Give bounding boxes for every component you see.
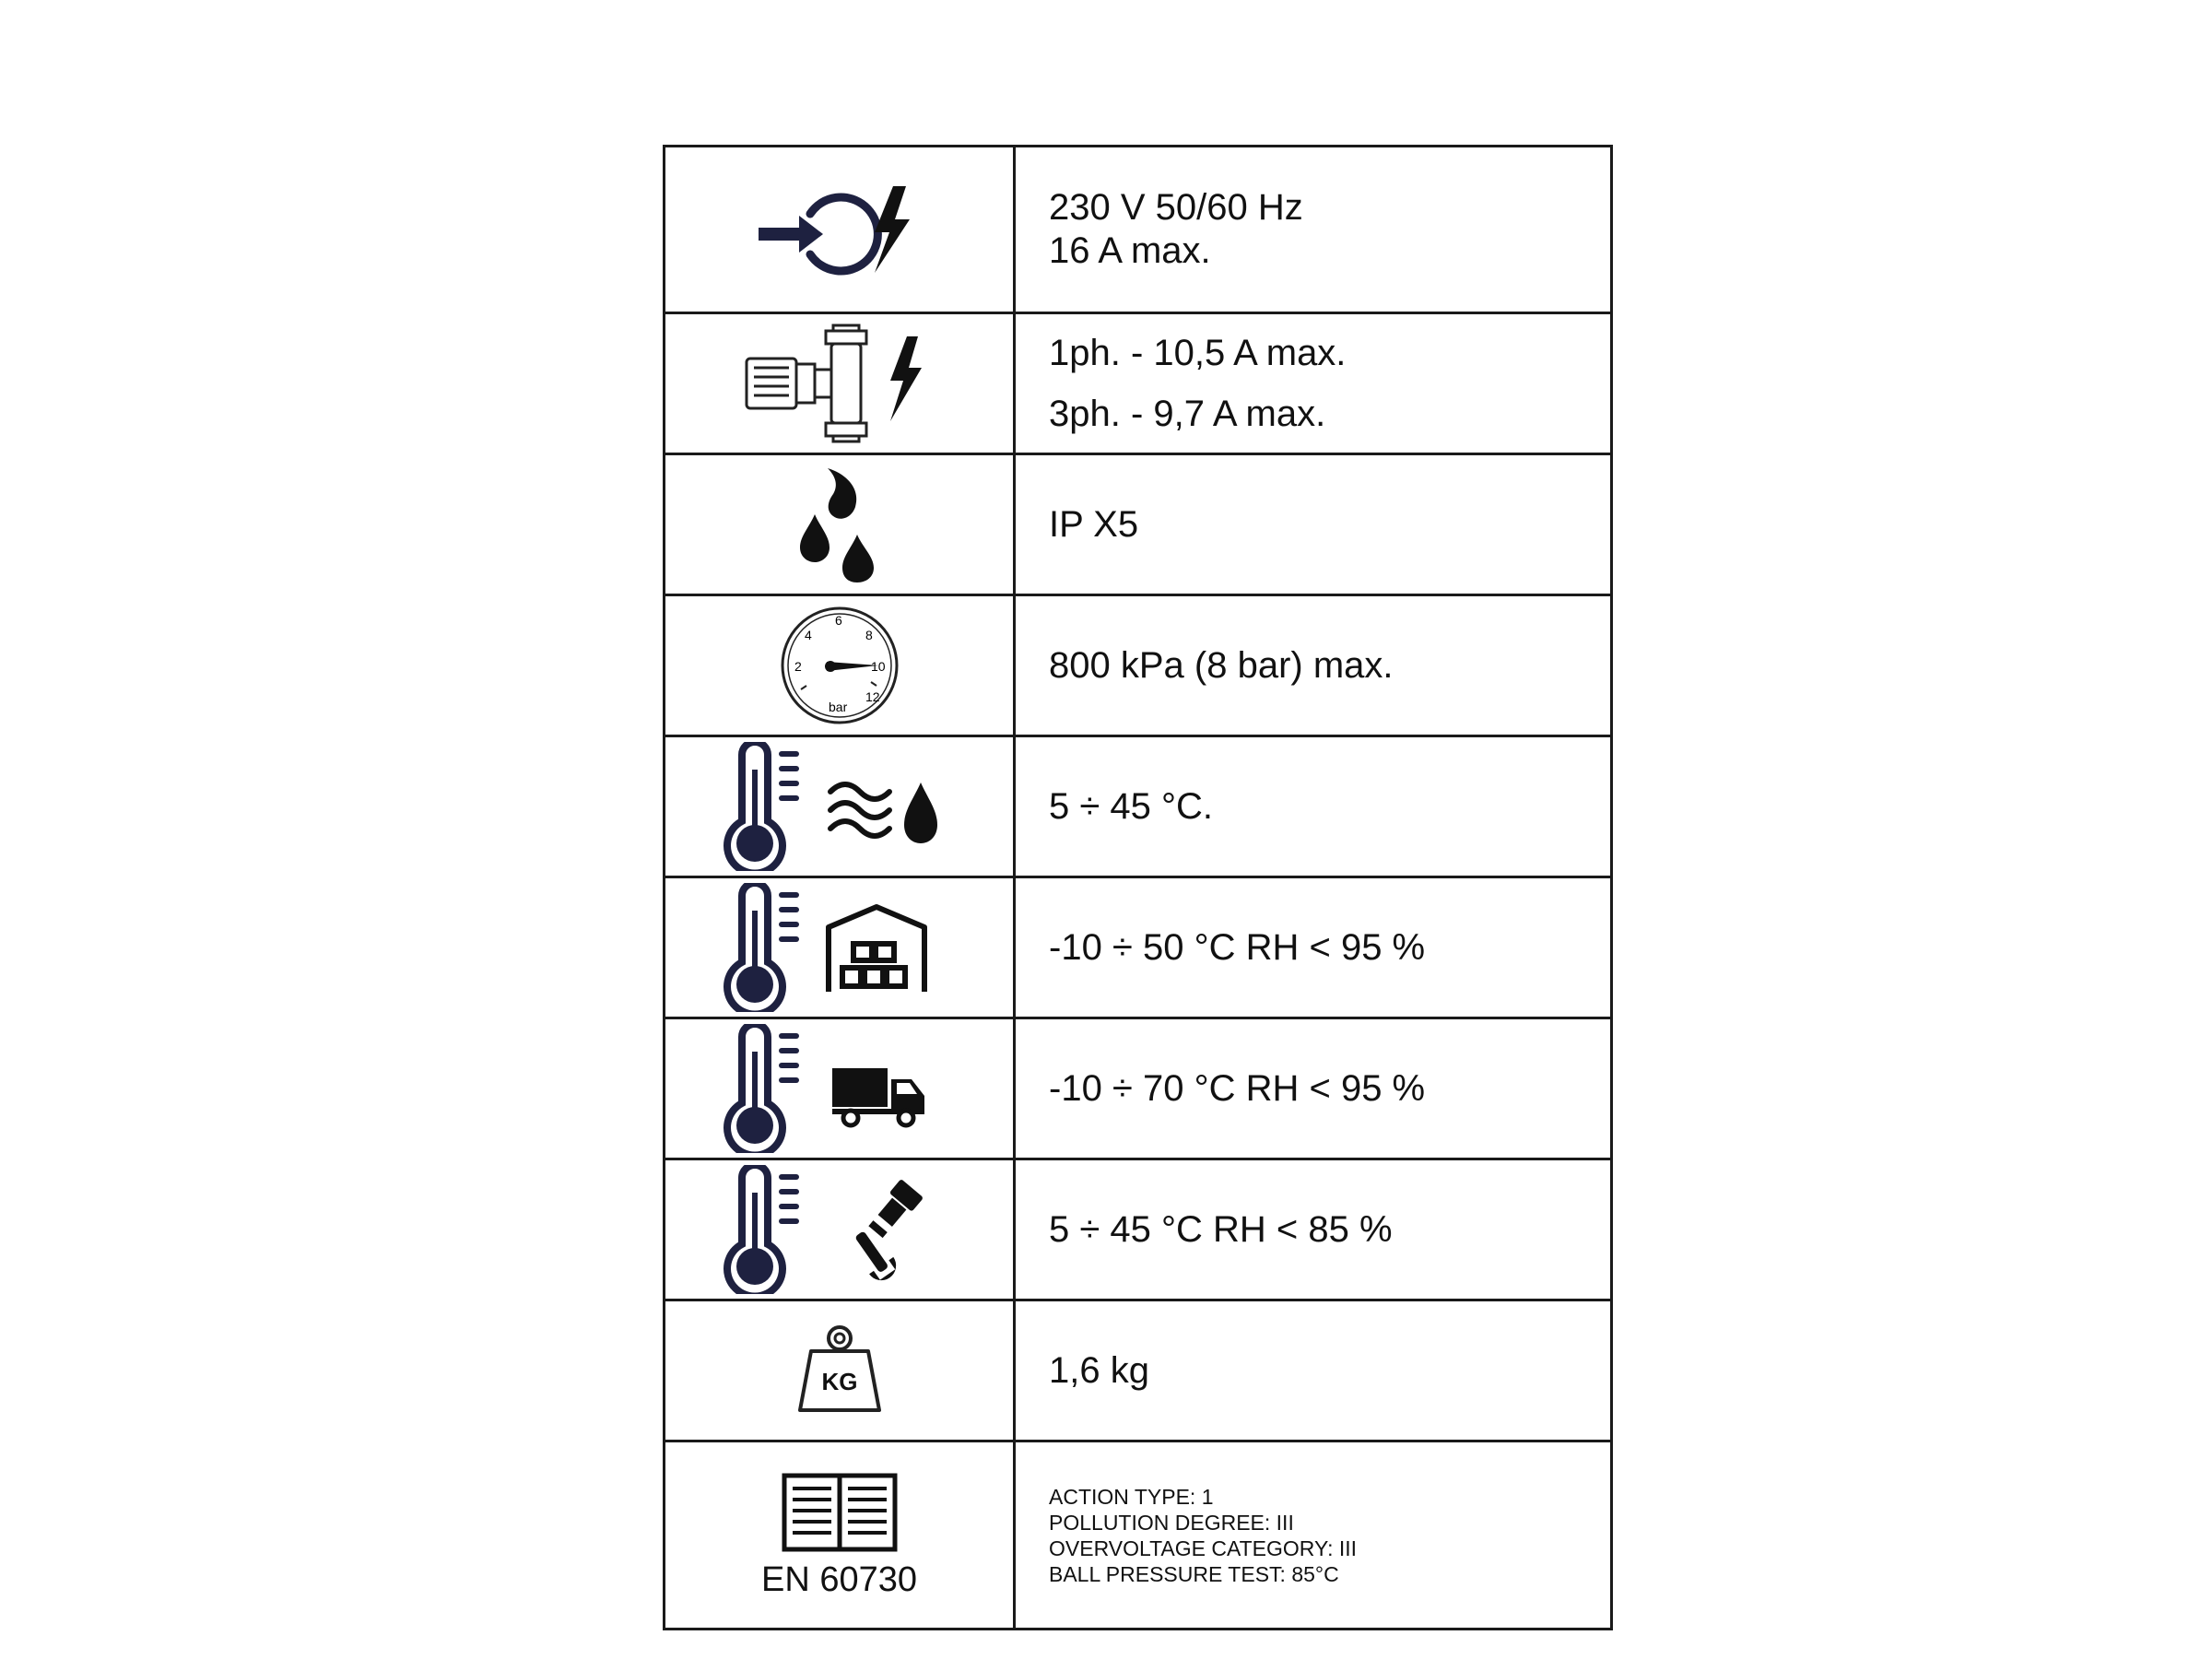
text-cell (1015, 454, 1612, 595)
icon-cell (665, 313, 1015, 454)
power-supply-icon (747, 179, 932, 280)
spec-row-standard (665, 1441, 1612, 1630)
spec-line: BALL PRESSURE TEST: 85°C (1049, 1561, 1339, 1586)
spec-line: 5 ÷ 45 °C. (1049, 785, 1214, 827)
text-cell (1015, 1300, 1612, 1441)
icon-cell (665, 877, 1015, 1018)
spec-table (663, 145, 1613, 1630)
pump-motor-icon (743, 324, 936, 443)
spec-line: 230 V 50/60 Hz (1049, 187, 1303, 228)
spec-line: ACTION TYPE: 1 (1049, 1484, 1214, 1509)
gauge-tick-label: 8 (865, 628, 873, 642)
gauge-tick-label: 4 (804, 628, 812, 642)
icon-cell (665, 595, 1015, 736)
text-cell (1015, 1441, 1612, 1630)
spec-row-weight (665, 1300, 1612, 1441)
thermometer-warehouse-icon (720, 883, 959, 1012)
spec-line: 1,6 kg (1049, 1349, 1149, 1391)
spec-line: 800 kPa (8 bar) max. (1049, 644, 1394, 686)
gauge-tick-label: 6 (834, 613, 842, 628)
weight-icon (789, 1320, 890, 1421)
spec-row-pressure (665, 595, 1612, 736)
icon-cell (665, 1159, 1015, 1300)
thermometer-installation-icon (720, 1165, 959, 1294)
spec-line: POLLUTION DEGREE: III (1049, 1510, 1294, 1535)
spec-row-power-supply (665, 147, 1612, 313)
text-cell (1015, 736, 1612, 877)
text-cell (1015, 1159, 1612, 1300)
spec-line: -10 ÷ 70 °C RH < 95 % (1049, 1067, 1426, 1109)
manual-book-icon (780, 1470, 900, 1555)
spec-line: 1ph. - 10,5 A max. (1049, 333, 1347, 373)
icon-cell (665, 1300, 1015, 1441)
spec-line: -10 ÷ 50 °C RH < 95 % (1049, 926, 1426, 968)
icon-cell (665, 1018, 1015, 1159)
spec-row-installation-temperature (665, 1159, 1612, 1300)
standard-label: EN 60730 (760, 1560, 917, 1599)
text-cell (1015, 313, 1612, 454)
thermometer-truck-icon (720, 1024, 959, 1153)
text-cell (1015, 147, 1612, 313)
icon-cell (665, 454, 1015, 595)
spec-line: 3ph. - 9,7 A max. (1049, 394, 1326, 434)
spec-row-water-temperature (665, 736, 1612, 877)
spec-line: IP X5 (1049, 503, 1139, 545)
icon-cell (665, 736, 1015, 877)
water-drops-icon (789, 465, 890, 584)
text-cell (1015, 595, 1612, 736)
icon-cell (665, 147, 1015, 313)
thermometer-water-icon (720, 742, 959, 871)
icon-cell (665, 1441, 1015, 1630)
spec-line: 5 ÷ 45 °C RH < 85 % (1049, 1208, 1393, 1250)
text-cell (1015, 877, 1612, 1018)
gauge-tick-label: 2 (794, 659, 802, 674)
text-cell (1015, 1018, 1612, 1159)
spec-row-storage-temperature (665, 877, 1612, 1018)
spec-row-transport-temperature (665, 1018, 1612, 1159)
spec-line: OVERVOLTAGE CATEGORY: III (1049, 1535, 1358, 1560)
pressure-gauge-icon (775, 601, 904, 730)
gauge-unit-label: bar (828, 700, 847, 714)
spec-row-protection (665, 454, 1612, 595)
spec-row-pump-current (665, 313, 1612, 454)
weight-label: KG (821, 1368, 857, 1395)
gauge-tick-label: 10 (870, 659, 886, 674)
spec-line: 16 A max. (1049, 230, 1211, 271)
gauge-tick-label: 12 (865, 689, 880, 704)
